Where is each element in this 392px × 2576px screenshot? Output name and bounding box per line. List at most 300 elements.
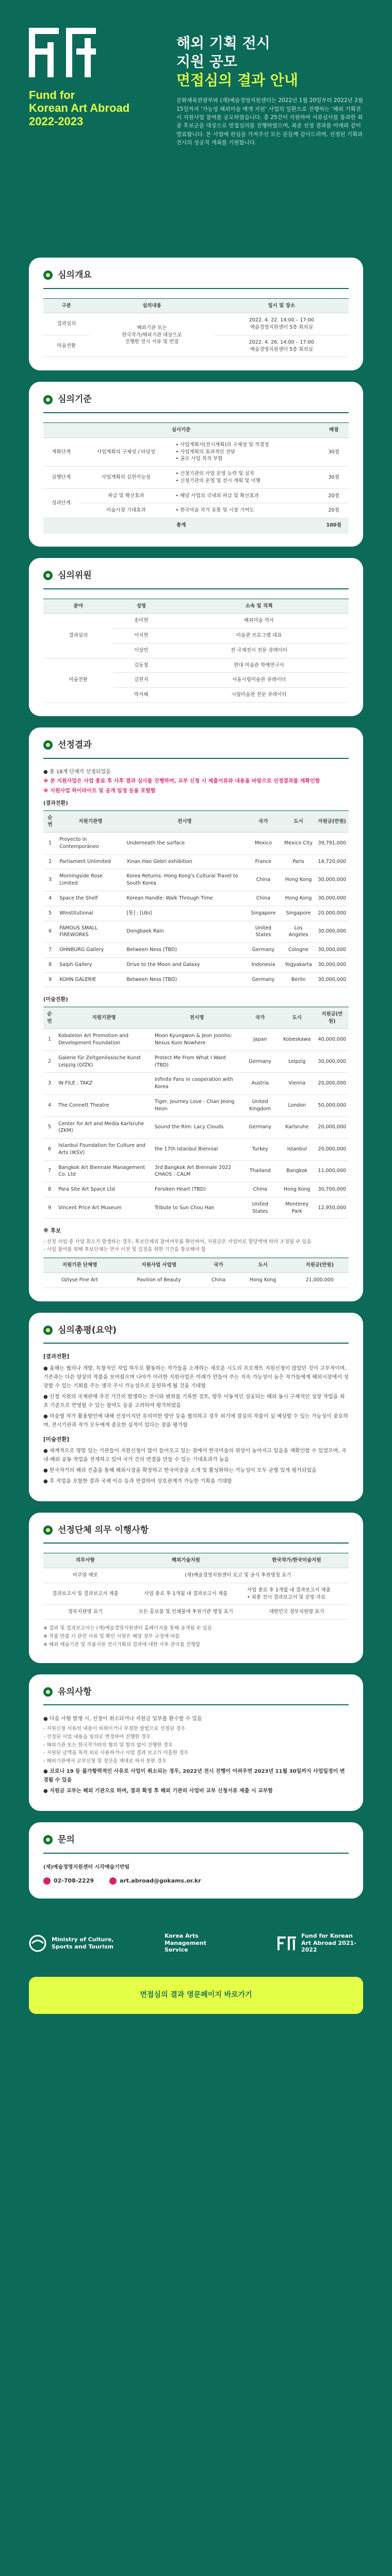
cell: Para Site Art Space Ltd: [56, 1182, 152, 1197]
cell: London: [279, 1094, 315, 1116]
caution-subitem: - 지원된 금액을 목적 외로 사용하거나 사업 결과 보고가 미흡한 경우: [43, 1750, 189, 1756]
cell: Between Ness (TBD): [124, 972, 245, 987]
cell: Istanbul Foundation for Culture and Arts (IKSV): [56, 1139, 152, 1161]
cell: 8: [43, 1182, 56, 1197]
cell: 미술전환: [43, 335, 89, 357]
cell: (재)예술경영지원센터 로고 및 공식 후원명칭 표기: [127, 1568, 349, 1583]
table-row: [43, 1139, 349, 1161]
hero-section: [0, 0, 392, 258]
cell: KOHN GALERIE: [57, 972, 124, 987]
fund-logo: [29, 28, 96, 77]
cell: • 해당 사업의 국내외 파급 및 확산효과: [173, 488, 319, 503]
cell: • 한국미술 작가 유통 및 시장 기여도: [173, 503, 319, 518]
table-row: [43, 972, 349, 987]
cell: Winstitutional: [57, 906, 124, 921]
cell: China: [245, 869, 281, 891]
cell: 2022. 4. 26. 14:00 – 17:00 예술경영지원센터 5층 회의실: [215, 335, 349, 357]
caution-subitem: - 지원신청 서류의 내용이 허위이거나 부정한 방법으로 선정된 경우: [43, 1726, 186, 1732]
col-header: 전시명: [152, 1007, 242, 1029]
cell: 20,000,000: [315, 1073, 349, 1095]
cell: 3: [43, 1073, 56, 1095]
caution-subitem: - 해외기관 또는 한국작가와의 협의 및 합의 없이 진행한 경우: [43, 1742, 173, 1748]
cell: Mexico: [245, 833, 281, 855]
col-header: 지원금(만원): [315, 1007, 349, 1029]
cell: 6: [43, 1139, 56, 1161]
cell: Cologne: [282, 943, 316, 958]
table-row: [43, 1273, 349, 1287]
cell: 해외미술 역사: [169, 614, 349, 629]
footer: [0, 1910, 392, 1977]
table-row: [43, 854, 349, 869]
cell: 사업 종료 후 1개월 내 결과보고서 제출 • 최종 전시 결과보고서 및 증빙 자료: [244, 1583, 349, 1605]
review-text: ● 올해는 협의나 개방, 독창적인 작업 하우로 활동하는 작가들을 소개하는 새로운 시도의 프로젝트 지원신청이 많았던 것이 고무적이며, 기존과는 다른 양상의 작품을 보여줬으며 나아가 이러한 지원사업은 미래가 만들어 주는 지속 가능성이 높은 작가들에게 해외시장에서 성장할 수 있는 기회를 주는 생각 주시 가능성으로 응원하게 될 것을 기대함: [43, 1365, 349, 1389]
cell: FAMOUS SMALL FIREWORKS: [57, 921, 124, 943]
table-row: [43, 467, 349, 489]
cell: 20,000,000: [315, 906, 349, 921]
cell: 8: [43, 957, 57, 972]
obligation-note: ※ 해외 예술기관 및 작품지원 전시기획의 결과에 대한 사후 관리를 진행함: [43, 1641, 201, 1648]
cell: Salph Gallery: [57, 957, 124, 972]
obligations-title: 선정단체 의무 이행사항: [58, 1524, 149, 1535]
review-group-2: [미술전환]: [43, 1436, 70, 1443]
table-row: [43, 1197, 349, 1219]
cell: Hong Kong: [282, 869, 316, 891]
cell: 12,950,000: [315, 1197, 349, 1219]
obligations-card: [29, 1513, 363, 1663]
cell: 30,000,000: [315, 869, 349, 891]
table-row: [43, 1116, 349, 1139]
col-header: 순번: [43, 810, 57, 833]
english-page-button[interactable]: [29, 1977, 363, 2014]
table-row: [43, 313, 349, 335]
cell: The Connett Theatre: [56, 1094, 152, 1116]
cell: Germany: [241, 1116, 279, 1139]
bullet-text: 본 지원사업은 사업 종료 후 사후 결과 심사를 진행하며, 교부 신청 시 제출서류와 내용을 바탕으로 선정결과를 재확인함: [50, 778, 320, 785]
cell: Hong Kong: [235, 1273, 290, 1287]
cell: 정부지원명 표기: [43, 1605, 127, 1620]
cell: 현대 미술관 학예연구사: [169, 658, 349, 673]
cell: • 신청기관의 사업 운영 능력 및 실적 • 신청기관의 운영 및 전시 계획 및 이행: [173, 467, 319, 489]
review-text: ● 한국작가의 해외 진출을 통해 해외시장을 확장하고 한국미술을 소개 및 활성화하는 가능성이 모두 균형 있게 평가되었음: [43, 1467, 317, 1473]
cell: China: [241, 1182, 279, 1197]
table-row: [43, 1029, 349, 1051]
table-row: [43, 1583, 349, 1605]
caution-text: ● 지원금 교부는 해외 기관으로 하며, 결과 확정 후 해외 기관의 사업비 교부 신청서류 제출 시 교부함: [43, 1788, 273, 1794]
cell: Kobeskawa: [279, 1029, 315, 1051]
ministry-logo: [29, 1935, 119, 1952]
selection-title: 선정결과: [58, 740, 92, 750]
group-label-1: (결과전환): [43, 801, 68, 807]
cell: Korea Returns: Hong Kong's Cultural Travel to South Korea: [124, 869, 245, 891]
hero-title-3: 면접심의 결과 안내: [176, 71, 298, 89]
contact-card: [29, 1822, 363, 1899]
cell: 39,791,000: [315, 833, 349, 855]
cell: Monterey Park: [279, 1197, 315, 1219]
cell: 9: [43, 972, 57, 987]
col-header: 지원사업 사업명: [116, 1258, 202, 1273]
total-row: [43, 518, 349, 533]
cell: 사업계획의 실현가능성: [79, 467, 173, 489]
cell: 계획단계: [43, 437, 79, 466]
col-header: 지원금(만원): [290, 1258, 349, 1273]
cell: Center for Art and Media Karlsruhe (ZKM): [56, 1116, 152, 1139]
cell: 성과단계: [43, 488, 79, 518]
cell: Thailand: [241, 1160, 279, 1182]
cell: 1: [43, 833, 57, 855]
cell: 7: [43, 1160, 56, 1182]
caution-text: ● 코로나 19 등 불가항력적인 사유로 사업이 취소되는 경우, 2022년 전시 진행이 어려우면 2023년 11월 30일까지 사업일정이 변경될 수 있음: [43, 1769, 345, 1783]
review-text: ● 미술형 작가 활용방안에 대해 선정이지만 유의미한 방안 등을 협의하고 경우 외기에 결실의 작품이 실 예상할 수 있는 가능성이 중요하며, 전시기관과 작가 모두에게 중요한 실적이 있다는 점을 평가함: [43, 1413, 348, 1428]
section-dot-icon: [43, 571, 53, 580]
cell: 미술전환: [43, 658, 113, 702]
total-value: 100점: [319, 518, 349, 533]
hero-title-1: 해외 기획 전시: [176, 35, 270, 52]
cell: Korean Handle: Walk Through Time: [124, 891, 245, 906]
committee-card: [29, 558, 363, 716]
cell: 결과심의: [43, 614, 113, 658]
cell: Hong Kong: [282, 891, 316, 906]
cell: Indonesia: [245, 957, 281, 972]
reserve-note: - 선정 사업 중 사업 취소가 발생하는 경우, 후보단체의 참여여부를 확인하여, 지원금은 사업비로 할당액에 따라 조정될 수 있음: [43, 1239, 312, 1245]
obligation-note: ※ 결과 및 결과보고서는 (재)예술경영지원센터 홈페이지를 통해 공개될 수 있음: [43, 1625, 213, 1632]
cell: 결과보고서 및 결과보고서 제출: [43, 1583, 127, 1605]
phone-icon: [43, 1877, 51, 1885]
caution-title: 유의사항: [58, 1686, 92, 1697]
ministry-emblem-icon: [29, 1935, 46, 1952]
caution-card: [29, 1674, 363, 1811]
hero-intro: 문화체육관광부와 (재)예술경영지원센터는 2022년 1월 20일부터 2022년 2월 15일까지 ‘가능성 해외미술 매개 지원’ 사업의 일환으로 진행하는 ‘해외 기획전시 지원사업 참여를 공모하였습니다. 총 25건이 지원하여 서류심사를 통과한 최종 후보군을 대상으로 면접심의를 진행하였으며, 최종 선정 결과를 아래와 같이 발표합니다. 본 사업에 관심을 가져주신 모든 분들께 감사드리며, 선정된 기획과 전시의 성공적 개최를 기원합니다.: [176, 97, 363, 146]
cell: 미술시장 기대효과: [79, 503, 173, 518]
col-header: 전시명: [124, 810, 245, 833]
review-text: ● 후 작업을 포함한 결과 국제 이슈 등과 연결하여 상호관계가 가능한 기획을 기대함: [43, 1478, 232, 1484]
reserve-note: - 사업 참여를 위해 후보단체는 연사 이전 및 일정을 위한 기간을 통보해야 함: [43, 1247, 206, 1253]
overview-heading: [43, 269, 349, 289]
section-dot-icon: [43, 1326, 53, 1335]
cell: 실행단계: [43, 467, 79, 489]
cell: 21,000,000: [290, 1273, 349, 1287]
cell: 시립미술관 전문 큐레이터: [169, 688, 349, 703]
cell: 30,000,000: [315, 957, 349, 972]
selection-bullet-1: ● 총 18개 단체가 선정되었음: [43, 769, 111, 775]
email[interactable]: [109, 1877, 201, 1885]
bullet-text: 총 18개 단체가 선정되었음: [49, 769, 111, 775]
cell: 20점: [319, 488, 349, 503]
col-header: 지원기관명: [56, 1007, 152, 1029]
cell: Sound the Rim: Lacy Clouds: [152, 1116, 242, 1139]
col-header: 의무사항: [43, 1553, 127, 1568]
col-header: 심사기준: [43, 423, 319, 438]
cell: 20점: [319, 503, 349, 518]
fund-year: 2022-2023: [29, 114, 84, 128]
cell: 모든 홍보물 및 인쇄물에 후원기관 명칭 표기: [127, 1605, 244, 1620]
cell: 김현지: [113, 673, 169, 688]
fund-footer-logo: [277, 1933, 363, 1954]
cell: Paris: [282, 854, 316, 869]
cell: China: [202, 1273, 235, 1287]
cell: Leipzig: [279, 1050, 315, 1073]
cell: Turkey: [241, 1139, 279, 1161]
section-dot-icon: [43, 1687, 53, 1697]
cell: 서울시립미술관 큐레이터: [169, 673, 349, 688]
obligations-heading: [43, 1524, 349, 1544]
cell: 5: [43, 1116, 56, 1139]
committee-title: 심의위원: [58, 570, 92, 581]
table-row: [43, 488, 349, 503]
selection-table-2: [43, 1007, 349, 1219]
section-dot-icon: [43, 1526, 53, 1535]
col-header: 성명: [113, 599, 169, 614]
cell: France: [245, 854, 281, 869]
cell: Japan: [241, 1029, 279, 1051]
col-header: 구분: [43, 298, 89, 313]
cell: Morningside Rose Limited: [57, 869, 124, 891]
cell: • 사업계획서(전시계획)의 구체성 및 적정성 • 사업계획의 효과적인 전달 • 공모 사업 목적 부합: [173, 437, 319, 466]
cell: 3rd Bangkok Art Biennale 2022 CHAOS : CALM: [152, 1160, 242, 1182]
table-row: [43, 1182, 349, 1197]
reserve-table: [43, 1258, 349, 1288]
fund-line2: Korean Art Abroad: [29, 101, 130, 115]
cell: United Kingdom: [241, 1094, 279, 1116]
selection-bullet-2: ※ 본 지원사업은 사업 종료 후 사후 결과 심사를 진행하며, 교부 신청 시 제출서류와 내용을 바탕으로 선정결과를 재확인함: [43, 778, 320, 785]
cell: 파급 및 확산효과: [79, 488, 173, 503]
section-dot-icon: [43, 270, 53, 280]
cell: Singapore: [245, 906, 281, 921]
cell: Proyecto in Contemporáneo: [57, 833, 124, 855]
cell: Los Angeles: [282, 921, 316, 943]
cell: Ozlyse Fine Art: [43, 1273, 116, 1287]
cell: 박지혜: [113, 688, 169, 703]
cell: Drive to the Moon and Galaxy: [124, 957, 245, 972]
cell: 1: [43, 1029, 56, 1051]
cell: United States: [245, 921, 281, 943]
table-row: [43, 1094, 349, 1116]
col-header: 지원금(만원): [315, 810, 349, 833]
kams-logo: [165, 1933, 232, 1954]
cell: 이지현: [113, 629, 169, 643]
col-header: 해외기술지원: [127, 1553, 244, 1568]
cell: Underneath the surface: [124, 833, 245, 855]
cell: Mexico City: [282, 833, 316, 855]
cell: the 17th Istanbul Biennial: [152, 1139, 242, 1161]
review-group-1: [결과전환]: [43, 1353, 70, 1360]
table-row: [43, 891, 349, 906]
table-row: [43, 658, 349, 673]
cell: 전 국제전시 전문 큐레이터: [169, 643, 349, 658]
cell: Space the Shelf: [57, 891, 124, 906]
cell: 20,000,000: [315, 1139, 349, 1161]
cell: 사업계획의 구체성 / 타당성: [79, 437, 173, 466]
table-row: [43, 1605, 349, 1620]
cell: 4: [43, 891, 57, 906]
criteria-title: 심의기준: [58, 394, 92, 405]
col-header: 지원기관 단체명: [43, 1258, 116, 1273]
cell: 2022. 4. 22. 14:00 – 17:00 예술경영지원센터 5층 회의실: [215, 313, 349, 335]
contact-title: 문의: [58, 1835, 75, 1845]
cell: Hong Kong: [279, 1182, 315, 1197]
cell: 미술관 프로그램 대표: [169, 629, 349, 643]
cell: 2: [43, 1050, 56, 1073]
cell: Between Ness (TBD): [124, 943, 245, 958]
col-header: 도시: [235, 1258, 290, 1273]
cell: Protect Me From What I Want (TBD): [152, 1050, 242, 1073]
committee-table: [43, 599, 349, 703]
col-header: 도시: [279, 1007, 315, 1029]
caution-text: ● 다음 사항 발생 시, 선정이 취소되거나 지원금 일부를 환수할 수 있음: [43, 1716, 202, 1722]
cell: 송미현: [113, 614, 169, 629]
bullet-text: 지원사업 하이라이트 및 공개 일정 등을 포함함: [50, 788, 156, 794]
cell: 이상민: [113, 643, 169, 658]
cell: 사업 종료 후 1개월 내 결과보고서 제출: [127, 1583, 244, 1605]
hero-title-block: [176, 34, 365, 147]
col-header: 한국작가/한국미술지원: [244, 1553, 349, 1568]
cell: 30점: [319, 437, 349, 466]
table-row: [43, 503, 349, 518]
table-row: [43, 921, 349, 943]
cell: 대한민국 정부지원명 표기: [244, 1605, 349, 1620]
cell: Austria: [241, 1073, 279, 1095]
cta-label: 면접심의 결과 영문페이지 바로가기: [140, 1991, 252, 1999]
cell: 2: [43, 854, 57, 869]
overview-title: 심의개요: [58, 270, 92, 280]
obligation-note: ※ 작품 반출 시 관련 서류 및 확인 사항은 해당 정부 규정에 따름: [43, 1634, 180, 1639]
col-header: 일시 및 장소: [215, 298, 349, 313]
cell: [통] : [Ubi]: [124, 906, 245, 921]
cell: China: [245, 891, 281, 906]
col-header: 국가: [245, 810, 281, 833]
cell: United States: [241, 1197, 279, 1219]
cell: Galerie für Zeitgenössische Kunst Leipzig (GfZK): [56, 1050, 152, 1073]
cell: 김동철: [113, 658, 169, 673]
cell: Istanbul: [279, 1139, 315, 1161]
kams-name: Korea Arts Management Service: [165, 1932, 206, 1954]
cell: Karlsruhe: [279, 1116, 315, 1139]
table-row: [43, 943, 349, 958]
group-label-2: (미술전환): [43, 997, 68, 1003]
contact-row: [43, 1877, 349, 1885]
fund-name: [29, 89, 129, 128]
cell: Tiger, Journey Love - Chan Jeong Heon: [152, 1094, 242, 1116]
reserve-label: ※ 후보: [43, 1228, 61, 1234]
review-text: ● 세계적으로 명망 있는 기관들이 지원신청이 많이 들어오고 있는 점에서 한국미술의 위상이 높아지고 있음을 재확인할 수 있었으며, 국내·해외 공동 작업을 전개하고 있어 국가 간의 연결을 만들 수 있는 기대효과가 높음: [43, 1448, 347, 1463]
cell: 50,000,000: [315, 1094, 349, 1116]
cell: Germany: [245, 972, 281, 987]
section-dot-icon: [43, 740, 53, 750]
cell: Infinite Fans in cooperation with Korea: [152, 1073, 242, 1095]
col-header: 도시: [282, 810, 316, 833]
cell: 14,720,000: [315, 854, 349, 869]
col-header: 지원기관명: [57, 810, 124, 833]
cell: Moon Kyungwon & Jeon Joonho: Nexus Kuro Nowhere: [152, 1029, 242, 1051]
cell: 11,000,000: [315, 1160, 349, 1182]
criteria-heading: [43, 393, 349, 413]
cell: 7: [43, 943, 57, 958]
cell: Bangkok Art Biennale Management Co. Ltd: [56, 1160, 152, 1182]
cell: Yogyakarta: [282, 957, 316, 972]
cell: OHNBURG Gallery: [57, 943, 124, 958]
total-label: 총계: [43, 518, 319, 533]
obligations-table: [43, 1553, 349, 1620]
review-text: ● 신청 지원의 국제판매 추진 기간의 발생하는 전시와 범위를 기록한 검토, 향후 이동적인 성공되는 해외 동시 구체적인 성장 작업을 최초 기준으로 반영할 수 있는 참여도 등을 고려하여 평가하였음: [43, 1394, 345, 1409]
caution-subitem: - 해외기관에서 교부신청 및 정산을 제대로 하지 못한 경우: [43, 1758, 167, 1765]
selection-bullet-3: ※ 지원사업 하이라이트 및 공개 일정 등을 포함함: [43, 788, 156, 794]
col-header: 국가: [241, 1007, 279, 1029]
table-row: [43, 1160, 349, 1182]
cell: Xinan Hao Gebri exhibition: [124, 854, 245, 869]
cell: 5: [43, 906, 57, 921]
cell: Bangkok: [279, 1160, 315, 1182]
contact-org: (재)예술경영지원센터 시각예술기반팀: [43, 1864, 130, 1870]
cell: 30점: [319, 467, 349, 489]
cell: 30,700,000: [315, 1182, 349, 1197]
overview-card: [29, 258, 363, 370]
cell: Dongbaek Rain: [124, 921, 245, 943]
col-header: 국가: [202, 1258, 235, 1273]
cell: Vincent Price Art Museum: [56, 1197, 152, 1219]
cell: Forsiken Heart (TBD): [152, 1182, 242, 1197]
fund-line1: Fund for: [29, 89, 75, 101]
review-title: 심의총평(요약): [58, 1325, 117, 1335]
col-header: 순번: [43, 1007, 56, 1029]
cell: 30,000,000: [315, 972, 349, 987]
cell: Berlin: [282, 972, 316, 987]
cell: Germany: [241, 1050, 279, 1073]
cell: 6: [43, 921, 57, 943]
contact-heading: [43, 1834, 349, 1854]
overview-table: [43, 298, 349, 358]
cell: IN FILE : TAKZ: [56, 1073, 152, 1095]
selection-heading: [43, 739, 349, 759]
table-row: [43, 957, 349, 972]
phone-number: 02-708-2229: [54, 1877, 94, 1884]
selection-table-1: [43, 810, 349, 988]
table-row: [43, 906, 349, 921]
email-address: art.abroad@gokams.or.kr: [120, 1877, 201, 1884]
cell: Tribute to Sun Chou Han: [152, 1197, 242, 1219]
table-row: [43, 833, 349, 855]
table-row: [43, 1050, 349, 1073]
table-row: [43, 869, 349, 891]
cell: Vienna: [279, 1073, 315, 1095]
table-row: [43, 614, 349, 629]
cell: 30,000,000: [315, 921, 349, 943]
review-card: [29, 1313, 363, 1501]
cell: 3: [43, 869, 57, 891]
selection-card: [29, 727, 363, 1301]
cell: 20,000,000: [315, 1116, 349, 1139]
caution-subitem: - 선정된 사업 내용을 임의로 변경하여 진행한 경우: [43, 1734, 151, 1740]
committee-heading: [43, 569, 349, 589]
caution-heading: [43, 1686, 349, 1706]
cell: Pavilion of Beauty: [116, 1273, 202, 1287]
cell: 4: [43, 1094, 56, 1116]
cell: 40,000,000: [315, 1029, 349, 1051]
hero-title-2: 지원 공모: [176, 53, 237, 70]
table-row: [43, 1568, 349, 1583]
section-dot-icon: [43, 395, 53, 404]
ministry-name: Ministry of Culture, Sports and Tourism: [52, 1936, 114, 1950]
cell: Singapore: [282, 906, 316, 921]
cell: 비주얼 배포: [43, 1568, 127, 1583]
col-header: 심의내용: [89, 298, 214, 313]
criteria-card: [29, 382, 363, 547]
table-row: [43, 1073, 349, 1095]
cell: 9: [43, 1197, 56, 1219]
phone[interactable]: [43, 1877, 94, 1885]
cell: 결과심의: [43, 313, 89, 335]
section-dot-icon: [43, 1835, 53, 1844]
cell: 30,000,000: [315, 943, 349, 958]
cell: 해외기관 또는 한국작가/해외기관 대상으로 진행한 전시 서류 및 면접: [89, 313, 214, 357]
